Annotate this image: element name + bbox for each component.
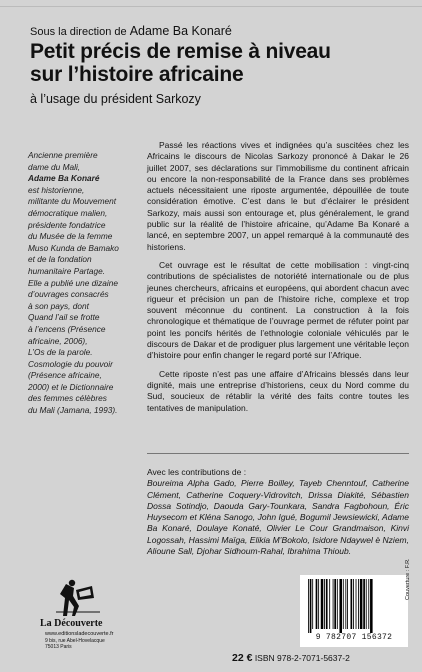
barcode-bar	[363, 579, 365, 629]
bio-line: africaine, 2006),	[28, 335, 88, 346]
contributors-list: Boureima Alpha Gado, Pierre Boilley, Tayeb Chenntouf, Catherine Clément, Catherine Coquery-Vidrovitch, Drissa Diakité, Sébastien Dossa Sotindjo, Daouda Gary-Tounkara, Sandra Fagbohoun, Éric Huysecom et Kléna Sanogo, John Igué, Bogumil Jewsiewicki, Adame Ba Konaré, Doulaye Konaté, Olivier Le Cour Grandmaison, Kinvi Logossah, Hassimi Maïga, Elikia M’Bokolo, Isidore Ndaywel è Nziem, Alioune Sall, Djohar Sidhoum-Rahal, Ibrahima Thioub.	[147, 478, 409, 557]
section-divider	[147, 453, 409, 454]
barcode-bar	[316, 579, 318, 629]
bio-line: et de la fondation	[28, 254, 92, 265]
author-bio	[28, 150, 140, 417]
bio-line: est historienne,	[28, 184, 85, 195]
bio-line: dame du Mali,	[28, 161, 81, 172]
isbn: ISBN 978-2-7071-5637-2	[254, 653, 350, 663]
book-title	[30, 40, 410, 86]
bio-line: présidente fondatrice	[28, 219, 106, 230]
bio-line: (Présence africaine,	[28, 370, 102, 381]
bio-line: humanitaire Partage.	[28, 265, 106, 276]
bio-line: 2000) et le Dictionnaire	[28, 381, 114, 392]
barcode-bar	[360, 579, 363, 629]
barcode-bar	[308, 579, 309, 633]
barcode-bar	[368, 579, 369, 629]
bio-line: Elle a publié une dizaine	[28, 277, 118, 288]
blurb-paragraph: Cette riposte n’est pas une affaire d’Africains blessés dans leur dignité, mais une entreprise d’historiens, ceux du Nord comme du Sud, soucieux de rétablir la vérité des faits contre toutes les tentatives de manipulation.	[147, 368, 409, 413]
contributors-heading: Avec les contributions de :	[147, 467, 247, 477]
editor-credit	[30, 24, 232, 38]
top-divider	[0, 6, 422, 7]
barcode-bar	[312, 579, 313, 629]
contributors-section	[147, 467, 409, 557]
bio-line: à l’encens (Présence	[28, 323, 106, 334]
bio-line: Adame Ba Konaré	[28, 173, 100, 184]
barcode-number: 9 782707 156372	[315, 633, 393, 642]
bio-line: Muso Kunda de Bamako	[28, 242, 119, 253]
barcode-bar	[339, 579, 342, 633]
barcode-bar	[358, 579, 359, 629]
title-line-1: Petit précis de remise à niveau	[30, 40, 331, 63]
barcode-bar	[343, 579, 344, 629]
barcode-bar	[337, 579, 338, 629]
price: 22 €	[232, 652, 253, 664]
title-line-2: sur l’histoire africaine	[30, 63, 244, 86]
barcode-bar	[353, 579, 354, 629]
barcode-bar	[321, 579, 324, 629]
barcode-bar	[366, 579, 367, 629]
bio-line: d’ouvrages consacrés	[28, 289, 109, 300]
editor-name: Adame Ba Konaré	[129, 24, 232, 38]
direction-prefix: Sous la direction de	[30, 26, 127, 38]
publisher-figure-icon	[48, 578, 108, 618]
barcode-bar	[324, 579, 325, 629]
bio-line: à son pays, dont	[28, 300, 89, 311]
barcode-bar	[326, 579, 328, 629]
bio-line: Cosmologie du pouvoir	[28, 358, 113, 369]
barcode-bar	[318, 579, 319, 629]
barcode	[300, 575, 408, 647]
bio-line: du Mali (Jamana, 1993).	[28, 405, 118, 416]
book-subtitle: à l’usage du président Sarkozy	[30, 92, 201, 106]
publisher-address	[45, 638, 105, 650]
publisher-logo	[18, 578, 133, 648]
barcode-bars	[306, 579, 402, 633]
barcode-bar	[334, 579, 336, 629]
barcode-bar	[333, 579, 334, 629]
bio-line: du Musée de la femme	[28, 231, 113, 242]
bio-line: démocratique malien,	[28, 207, 108, 218]
blurb-text	[147, 140, 409, 421]
barcode-bar	[310, 579, 312, 633]
address-line: 75013 Paris	[45, 644, 72, 650]
bio-line: L’Os de la parole.	[28, 347, 93, 358]
barcode-bar	[356, 579, 357, 629]
bio-line: Quand l’ail se frotte	[28, 312, 100, 323]
barcode-bar	[345, 579, 346, 629]
cover-credit: Couverture : F.R.	[405, 558, 411, 600]
bio-line: Ancienne première	[28, 150, 98, 160]
price-isbn-line	[232, 652, 350, 664]
address-line: 9 bis, rue Abel-Hovelacque	[45, 638, 105, 644]
publisher-website: www.editionsladecouverte.fr	[45, 631, 114, 637]
barcode-bar	[347, 579, 348, 629]
blurb-paragraph: Cet ouvrage est le résultat de cette mobilisation : vingt-cinq contributions de spécialistes de notoriété internationale ou de plus jeunes chercheurs, africains et européens, qui abordent chacun avec rigueur et précision un pan de l’histoire riche, complexe et trop souvent méconnue du continent. La construction à la fois chronologique et thématique de l’ouvrage permet de réfuter point par point les poncifs hérités de l’ethnologie coloniale véhiculés par le discours de Dakar et de prodiguer plus largement une véritable leçon d’histoire pour enfin changer le regard porté sur l’Afrique.	[147, 259, 409, 361]
blurb-paragraph: Passé les réactions vives et indignées qu’a suscitées chez les Africains le discours de Nicolas Sarkozy prononcé à Dakar le 26 juillet 2007, ses déclarations sur l’immobilisme du continent africain ou encore la non-responsabilité de la France dans ses problèmes actuels nécessitaient une riposte argumentée, dépouillée de toute considération émotive. C’est dans le but d’éclairer le président Sarkozy, mais aussi son entourage et, plus généralement, le grand public sur la réalité de l’histoire africaine, qu’Adame Ba Konaré a lancé, en septembre 2007, un appel remarqué à la communauté des historiens.	[147, 140, 409, 252]
barcode-bar	[370, 579, 373, 633]
publisher-name: La Découverte	[40, 618, 103, 629]
barcode-bar	[351, 579, 353, 629]
bio-line: militante du Mouvement	[28, 196, 117, 207]
barcode-bar	[329, 579, 330, 629]
bio-line: des femmes célèbres	[28, 393, 107, 404]
